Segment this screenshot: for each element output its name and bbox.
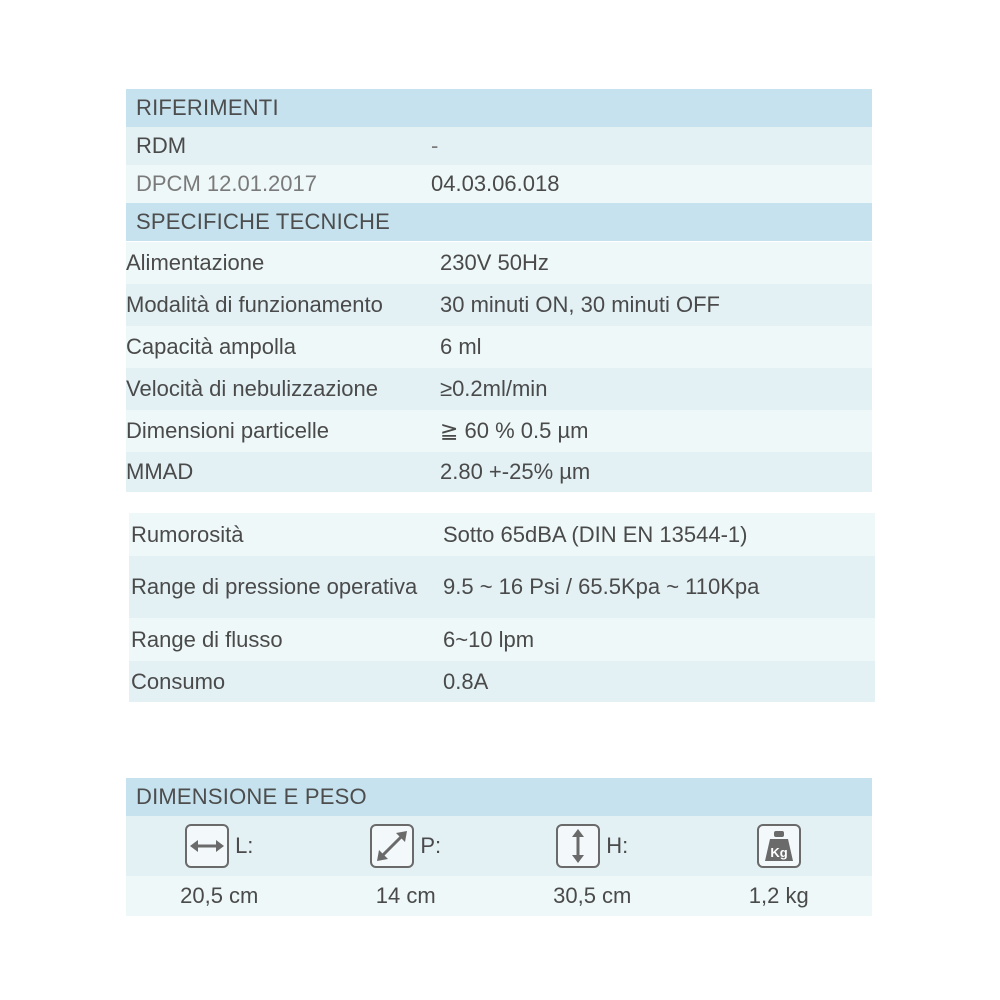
dimension-label: H: [606, 833, 629, 858]
dimension-depth [313, 824, 500, 868]
row-label: MMAD [126, 459, 194, 484]
specifiche-table [126, 242, 872, 492]
row-value: 0.8A [443, 668, 489, 694]
row-label: Range di flusso [131, 626, 283, 652]
dimension-value: 30,5 cm [553, 883, 632, 908]
table-row [126, 242, 872, 284]
riferimenti-header: RIFERIMENTI [126, 89, 872, 127]
dimension-height [499, 824, 686, 868]
width-arrow-icon [185, 824, 229, 868]
specifiche-table-2 [129, 513, 875, 702]
table-row [126, 452, 872, 492]
dimension-label: P: [420, 833, 442, 858]
weight-kg-icon [757, 824, 801, 868]
table-row [129, 513, 875, 556]
weight-icon-text: Kg [770, 845, 788, 860]
row-value: 6~10 lpm [443, 626, 535, 652]
dimension-value: 14 cm [375, 883, 436, 908]
dimensioni-section [126, 778, 872, 916]
dimension-value: 1,2 kg [748, 883, 809, 908]
riferimenti-section [126, 89, 872, 241]
row-value: 6 ml [440, 334, 482, 359]
row-value: 30 minuti ON, 30 minuti OFF [440, 292, 720, 317]
table-row [126, 410, 872, 452]
row-label: DPCM 12.01.2017 [136, 171, 317, 196]
dimension-width [126, 824, 313, 868]
row-label: Modalità di funzionamento [126, 292, 383, 317]
dimension-weight [686, 824, 873, 868]
row-value: ≥0.2ml/min [440, 376, 548, 401]
row-value: Sotto 65dBA (DIN EN 13544-1) [443, 521, 748, 547]
height-arrow-icon [556, 824, 600, 868]
table-row [129, 618, 875, 661]
dimension-label: L: [235, 833, 254, 858]
row-label: Range di pressione operativa [131, 574, 418, 599]
row-value: 9.5 ~ 16 Psi / 65.5Kpa ~ 110Kpa [443, 574, 760, 599]
table-row [126, 165, 872, 203]
dimensioni-header: DIMENSIONE E PESO [126, 778, 872, 816]
table-row [126, 127, 872, 165]
row-label: Capacità ampolla [126, 334, 296, 359]
row-label: Consumo [131, 668, 226, 694]
row-value: ≧ 60 % 0.5 µm [440, 418, 589, 443]
table-row [129, 661, 875, 702]
row-value: - [431, 133, 439, 158]
depth-arrow-icon [370, 824, 414, 868]
row-value: 230V 50Hz [440, 250, 549, 275]
row-value: 2.80 +-25% µm [440, 459, 591, 484]
row-label: Alimentazione [126, 250, 265, 275]
row-label: Dimensioni particelle [126, 418, 329, 443]
dimension-value: 20,5 cm [180, 883, 259, 908]
table-row [126, 326, 872, 368]
dimension-values-row [126, 876, 872, 916]
row-value: 04.03.06.018 [431, 171, 560, 196]
table-row [126, 284, 872, 326]
table-row [129, 556, 875, 618]
table-row [126, 368, 872, 410]
specifiche-header: SPECIFICHE TECNICHE [126, 203, 872, 241]
row-label: Velocità di nebulizzazione [126, 376, 378, 401]
dimension-icons-row [126, 816, 872, 876]
row-label: Rumorosità [131, 521, 244, 547]
row-label: RDM [136, 133, 187, 158]
